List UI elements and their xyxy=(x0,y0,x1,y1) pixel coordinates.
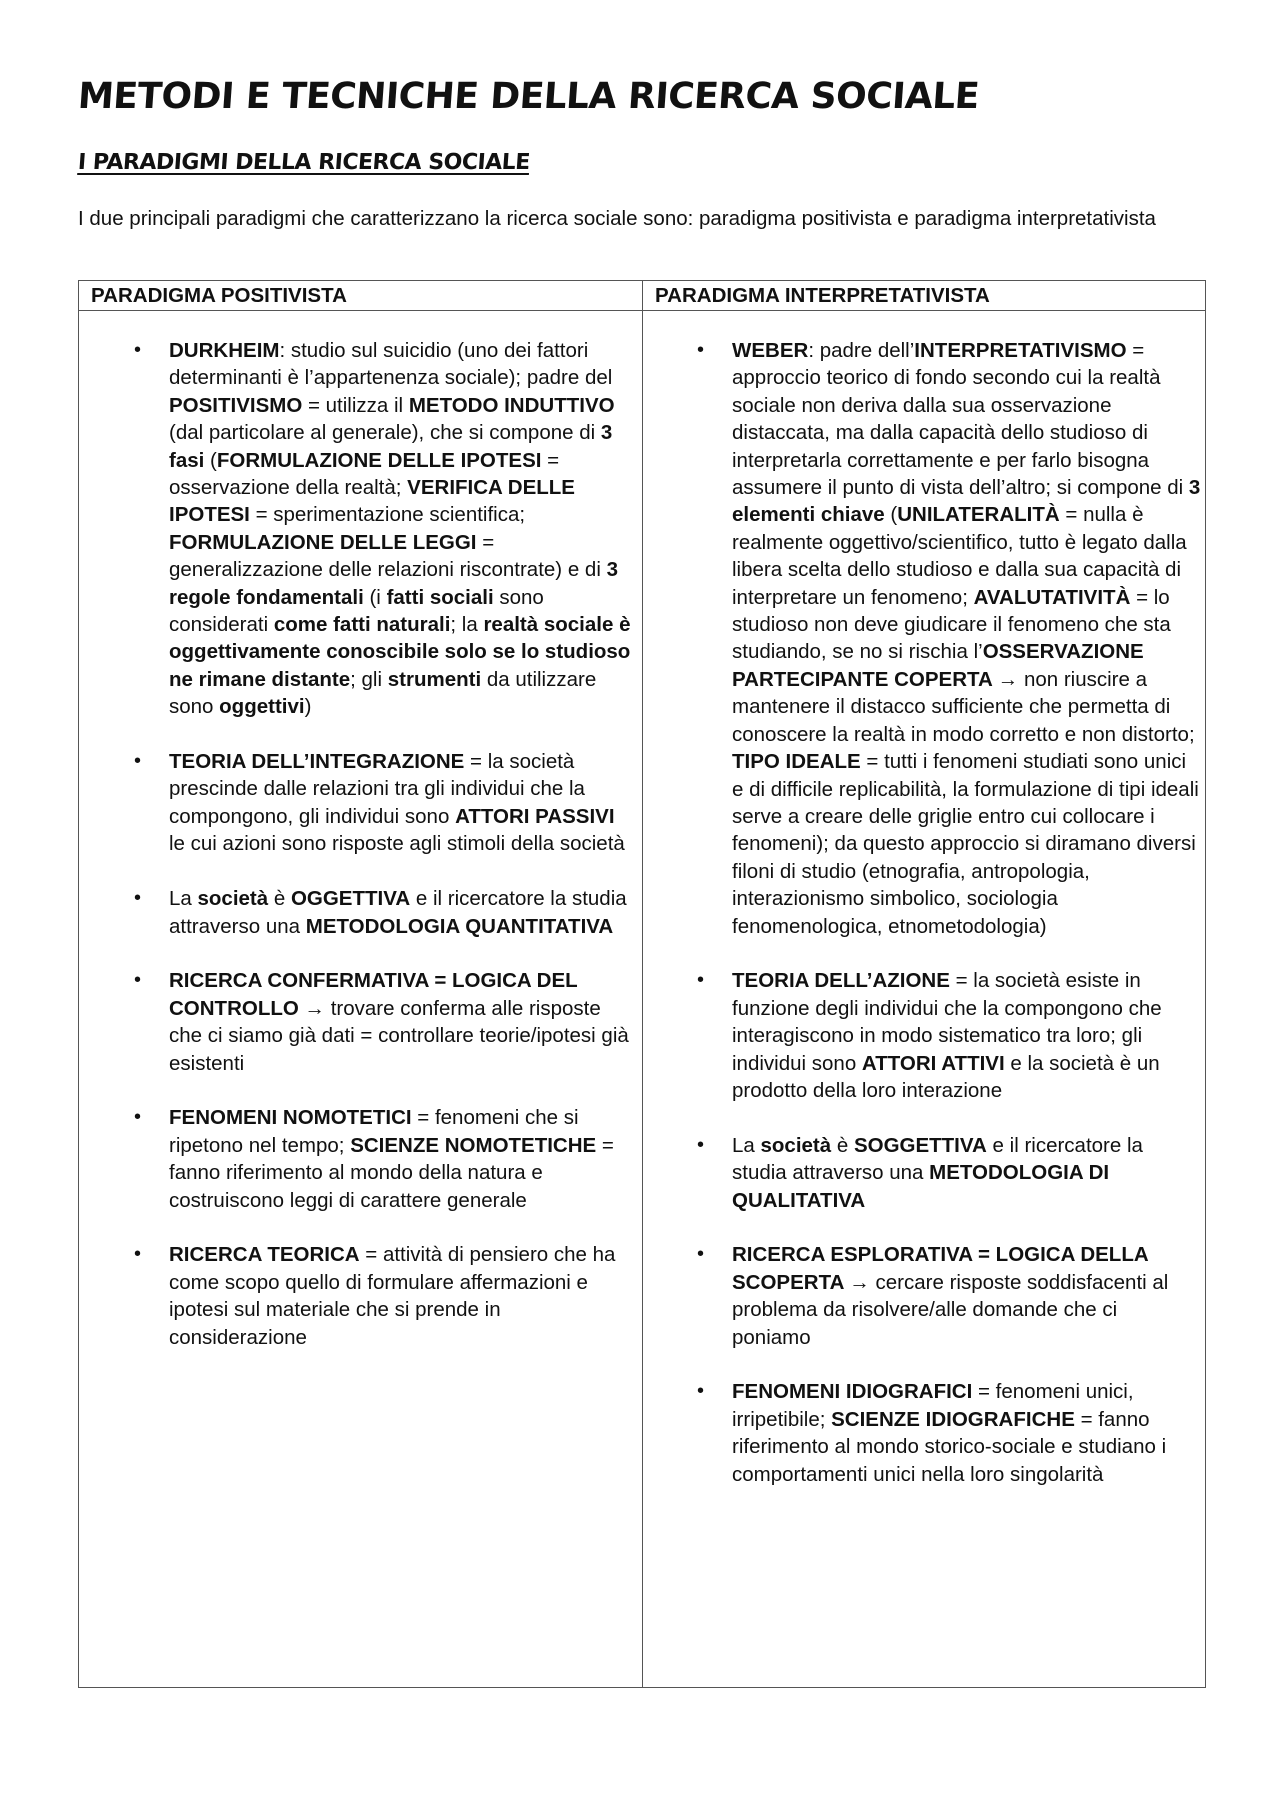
text-run: e il ricercatore la studia attraverso una xyxy=(732,1133,1143,1185)
positivista-item xyxy=(79,885,642,940)
bullet-icon: • xyxy=(134,1243,142,1266)
bullet-icon: • xyxy=(134,750,142,773)
interpretativista-item xyxy=(642,1378,1207,1488)
page-title: METODI E TECNICHE DELLA RICERCA SOCIALE xyxy=(76,76,981,117)
bold-term: RICERCA ESPLORATIVA = LOGICA DELLA SCOPERTA → xyxy=(732,1243,1148,1294)
bold-term: SCIENZE IDIOGRAFICHE xyxy=(831,1407,1075,1431)
bold-term: INTERPRETATIVISMO xyxy=(914,339,1127,362)
bold-term: FORMULAZIONE DELLE IPOTESI xyxy=(216,448,542,472)
bold-term: ATTORI ATTIVI xyxy=(861,1051,1005,1075)
bold-term: 3 fasi xyxy=(169,421,613,472)
header-divider xyxy=(79,310,1205,311)
positivista-item xyxy=(79,748,642,858)
header-interpretativista: PARADIGMA INTERPRETATIVISTA xyxy=(655,284,990,307)
text-run: le cui azioni sono risposte agli stimoli della società xyxy=(169,832,625,856)
text-run: La xyxy=(169,887,198,911)
bold-term: POSITIVISMO xyxy=(169,393,303,417)
text-run: = fenomeni unici, irripetibile; xyxy=(732,1380,1134,1431)
text-run: è xyxy=(831,1133,854,1157)
bullet-icon: • xyxy=(697,969,705,992)
positivista-item xyxy=(79,967,642,1077)
bold-term: SOGGETTIVA xyxy=(853,1133,987,1157)
text-run: è xyxy=(268,887,291,911)
bullet-icon: • xyxy=(697,1243,705,1266)
bold-term: UNILATERALITÀ xyxy=(897,503,1060,527)
text-run: La xyxy=(732,1133,761,1157)
bold-term: 3 elementi chiave xyxy=(732,476,1201,527)
header-positivista: PARADIGMA POSITIVISTA xyxy=(91,284,347,307)
text-run: e il ricercatore la studia attraverso una xyxy=(169,887,627,938)
text-run: (dal particolare al generale), che si compone di xyxy=(169,421,601,445)
column-interpretativista xyxy=(642,337,1207,1515)
bullet-icon: • xyxy=(134,887,142,910)
interpretativista-list xyxy=(642,337,1207,1488)
section-heading: I PARADIGMI DELLA RICERCA SOCIALE xyxy=(77,150,531,175)
bold-term: FENOMENI NOMOTETICI xyxy=(169,1106,412,1130)
bold-term: DURKHEIM xyxy=(169,339,280,362)
interpretativista-item xyxy=(642,337,1207,940)
intro-paragraph: I due principali paradigmi che caratterizzano la ricerca sociale sono: paradigma positivista e paradigma interpretativista xyxy=(78,207,1156,230)
text-run: = approccio teorico di fondo secondo cui la realtà sociale non deriva dalla sua osservazione distaccata, ma dalla capacità dello studioso di interpretarla correttamente e per farlo bisogna assumere il punto di vista dell’altro; si compone di xyxy=(732,339,1189,500)
bold-term: FORMULAZIONE DELLE LEGGI xyxy=(169,530,477,554)
text-run: trovare conferma alle risposte che ci siamo già dati = controllare teorie/ipotesi già esistenti xyxy=(169,996,629,1075)
text-run: ; gli xyxy=(350,667,388,691)
bold-term: strumenti xyxy=(387,667,482,691)
text-run: = sperimentazione scientifica; xyxy=(249,503,526,527)
bold-term: SCIENZE NOMOTETICHE xyxy=(350,1133,597,1157)
positivista-item xyxy=(79,1241,642,1351)
text-run: = la società prescinde dalle relazioni tra gli individui che la compongono, gli individui sono xyxy=(169,750,585,828)
positivista-item xyxy=(79,1104,642,1214)
text-run: cercare risposte soddisfacenti al problema da risolvere/alle domande che ci poniamo xyxy=(732,1270,1169,1349)
text-run: ) xyxy=(304,695,312,719)
text-run: : padre dell’ xyxy=(808,339,915,362)
positivista-item xyxy=(79,337,642,721)
bold-term: METODO INDUTTIVO xyxy=(408,393,615,417)
interpretativista-item xyxy=(642,967,1207,1104)
bold-term: METODOLOGIA QUANTITATIVA xyxy=(305,914,614,938)
bold-term: OSSERVAZIONE PARTECIPANTE COPERTA → xyxy=(732,640,1144,691)
bullet-icon: • xyxy=(134,969,142,992)
bold-term: TEORIA DELL’INTEGRAZIONE xyxy=(169,750,465,774)
text-run: = fanno riferimento al mondo della natura e costruiscono leggi di carattere generale xyxy=(169,1133,614,1212)
bold-term: RICERCA CONFERMATIVA = LOGICA DEL CONTROLLO → xyxy=(169,969,578,1020)
text-run: = nulla è realmente oggettivo/scientifico, tutto è legato dalla libera scelta dello studioso e dalla sua capacità di interpretare un fenomeno; xyxy=(732,503,1187,609)
positivista-list xyxy=(79,337,642,1351)
text-run: (i xyxy=(363,585,387,609)
bold-term: METODOLOGIA DI QUALITATIVA xyxy=(732,1161,1110,1212)
text-run: = tutti i fenomeni studiati sono unici e di difficile replicabilità, la formulazione di tipi ideali serve a creare delle griglie entro cui collocare i fenomeni); da questo approccio si diramano diversi filoni di studio (etnografia, antropologia, interazionismo simbolico, sociologia fenomenologica, etnometodologia) xyxy=(732,750,1199,938)
bold-term: realtà sociale è oggettivamente conoscibile solo se lo studioso ne rimane distante xyxy=(169,613,631,691)
text-run: ( xyxy=(204,448,217,472)
bold-term: TIPO IDEALE xyxy=(732,750,861,774)
text-run: = utilizza il xyxy=(302,393,409,417)
comparison-table xyxy=(78,280,1206,1688)
bold-term: società xyxy=(197,887,269,911)
bold-term: FENOMENI IDIOGRAFICI xyxy=(732,1380,973,1404)
bullet-icon: • xyxy=(697,339,705,361)
text-run: ( xyxy=(884,503,898,527)
text-run: = la società esiste in funzione degli individui che la compongono che interagiscono in modo sistematico tra loro; gli individui sono xyxy=(732,969,1162,1075)
interpretativista-item xyxy=(642,1132,1207,1214)
bold-term: VERIFICA DELLE IPOTESI xyxy=(169,476,575,527)
text-run: da utilizzare sono xyxy=(169,667,597,719)
text-run: : studio sul suicidio (uno dei fattori determinanti è l’appartenenza sociale); padre del xyxy=(169,339,613,390)
bold-term: come fatti naturali xyxy=(273,613,451,637)
bold-term: oggettivi xyxy=(219,695,305,719)
bold-term: 3 regole fondamentali xyxy=(169,558,618,609)
text-run: = generalizzazione delle relazioni riscontrate) e di xyxy=(169,530,607,582)
bold-term: WEBER xyxy=(732,339,809,362)
text-run: ; la xyxy=(450,613,484,637)
text-run: = attività di pensiero che ha come scopo quello di formulare affermazioni e ipotesi sul materiale che si prende in considerazione xyxy=(169,1243,616,1349)
bold-term: AVALUTATIVITÀ xyxy=(973,585,1131,609)
text-run: = fanno riferimento al mondo storico-sociale e studiano i comportamenti unici nella loro singolarità xyxy=(732,1407,1167,1486)
text-run: = lo studioso non deve giudicare il fenomeno che sta studiando, se no si rischia l’ xyxy=(732,585,1171,664)
bold-term: OGGETTIVA xyxy=(290,887,411,911)
bold-term: fatti sociali xyxy=(386,585,494,609)
bullet-icon: • xyxy=(697,1133,705,1156)
text-run: = osservazione della realtà; xyxy=(169,448,560,500)
bold-term: ATTORI PASSIVI xyxy=(455,804,615,828)
bold-term: TEORIA DELL’AZIONE xyxy=(732,969,950,993)
text-run: non riuscire a mantenere il distacco sufficiente che permetta di conoscere la realtà in modo corretto e non distorto; xyxy=(732,667,1195,746)
text-run: = fenomeni che si ripetono nel tempo; xyxy=(169,1106,579,1157)
bold-term: società xyxy=(760,1133,832,1157)
interpretativista-item xyxy=(642,1241,1207,1351)
column-positivista xyxy=(79,337,642,1378)
bullet-icon: • xyxy=(134,1106,142,1129)
bullet-icon: • xyxy=(697,1380,705,1403)
bold-term: RICERCA TEORICA xyxy=(169,1243,360,1267)
bullet-icon: • xyxy=(134,339,142,361)
text-run: sono considerati xyxy=(169,585,544,637)
text-run: e la società è un prodotto della loro interazione xyxy=(732,1051,1160,1102)
